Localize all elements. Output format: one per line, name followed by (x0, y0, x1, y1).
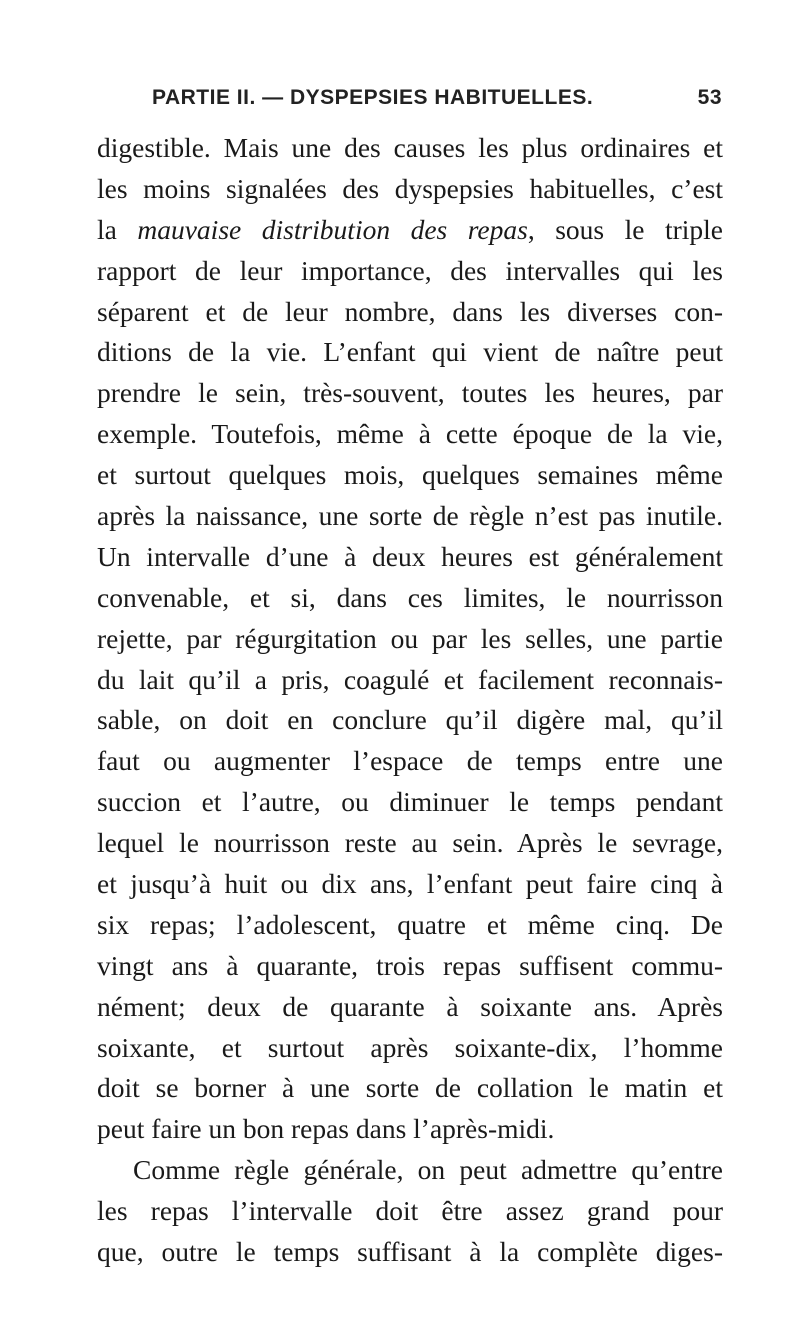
paragraph-end-line: peut faire un bon repas dans l’après-midi. (97, 1113, 555, 1145)
text-line: doit se borner à une sorte de collation le matin et (97, 1072, 723, 1104)
text-line: après la naissance, une sorte de règle n’est pas inutile. (97, 500, 723, 532)
text-line: prendre le sein, très-souvent, toutes les heures, par (97, 377, 723, 409)
text-line: soixante, et surtout après soixante-dix, l’homme (97, 1031, 723, 1063)
text-line: nément; deux de quarante à soixante ans. Après (97, 990, 723, 1022)
text-line: rapport de leur importance, des intervalles qui les (97, 254, 723, 286)
page-number: 53 (697, 86, 722, 109)
text-line: que, outre le temps suffisant à la complète diges- (97, 1236, 723, 1268)
text-line: les repas l’intervalle doit être assez grand pour (97, 1195, 723, 1227)
body-text (97, 128, 723, 1273)
text-line: ditions de la vie. L’enfant qui vient de naître peut (97, 336, 723, 368)
text-line-start: la (97, 213, 138, 245)
text-line: les moins signalées des dyspepsies habituelles, c’est (97, 172, 723, 204)
text-line: six repas; l’adolescent, quatre et même cinq. De (97, 908, 723, 940)
text-line: lequel le nourrisson reste au sein. Après le sevrage, (97, 827, 723, 859)
text-line: digestible. Mais une des causes les plus ordinaires et (97, 132, 723, 163)
text-line: exemple. Toutefois, même à cette époque de la vie, (97, 418, 723, 450)
running-head (152, 86, 722, 116)
text-line: rejette, par régurgitation ou par les selles, une partie (97, 622, 723, 654)
text-line: vingt ans à quarante, trois repas suffisent commu- (97, 949, 723, 981)
text-line (97, 210, 723, 251)
text-line: faut ou augmenter l’espace de temps entre une (97, 745, 723, 777)
text-line: et jusqu’à huit ou dix ans, l’enfant peut faire cinq à (97, 868, 723, 900)
text-line-end: , sous le triple (527, 213, 723, 245)
text-line: du lait qu’il a pris, coagulé et facilement reconnais- (97, 663, 723, 695)
text-line: convenable, et si, dans ces limites, le nourrisson (97, 581, 723, 613)
text-line: et surtout quelques mois, quelques semaines même (97, 459, 723, 491)
paragraph-start-line: Comme règle générale, on peut admettre qu’entre (133, 1154, 723, 1186)
text-line: séparent et de leur nombre, dans les diverses con- (97, 295, 723, 327)
text-line: sable, on doit en conclure qu’il digère mal, qu’il (97, 704, 723, 736)
running-title: PARTIE II. — DYSPEPSIES HABITUELLES. (152, 86, 594, 109)
text-line: Un intervalle d’une à deux heures est généralement (97, 540, 723, 572)
emphasized-phrase: mauvaise distribution des repas (137, 213, 528, 245)
text-line: succion et l’autre, ou diminuer le temps pendant (97, 786, 723, 818)
